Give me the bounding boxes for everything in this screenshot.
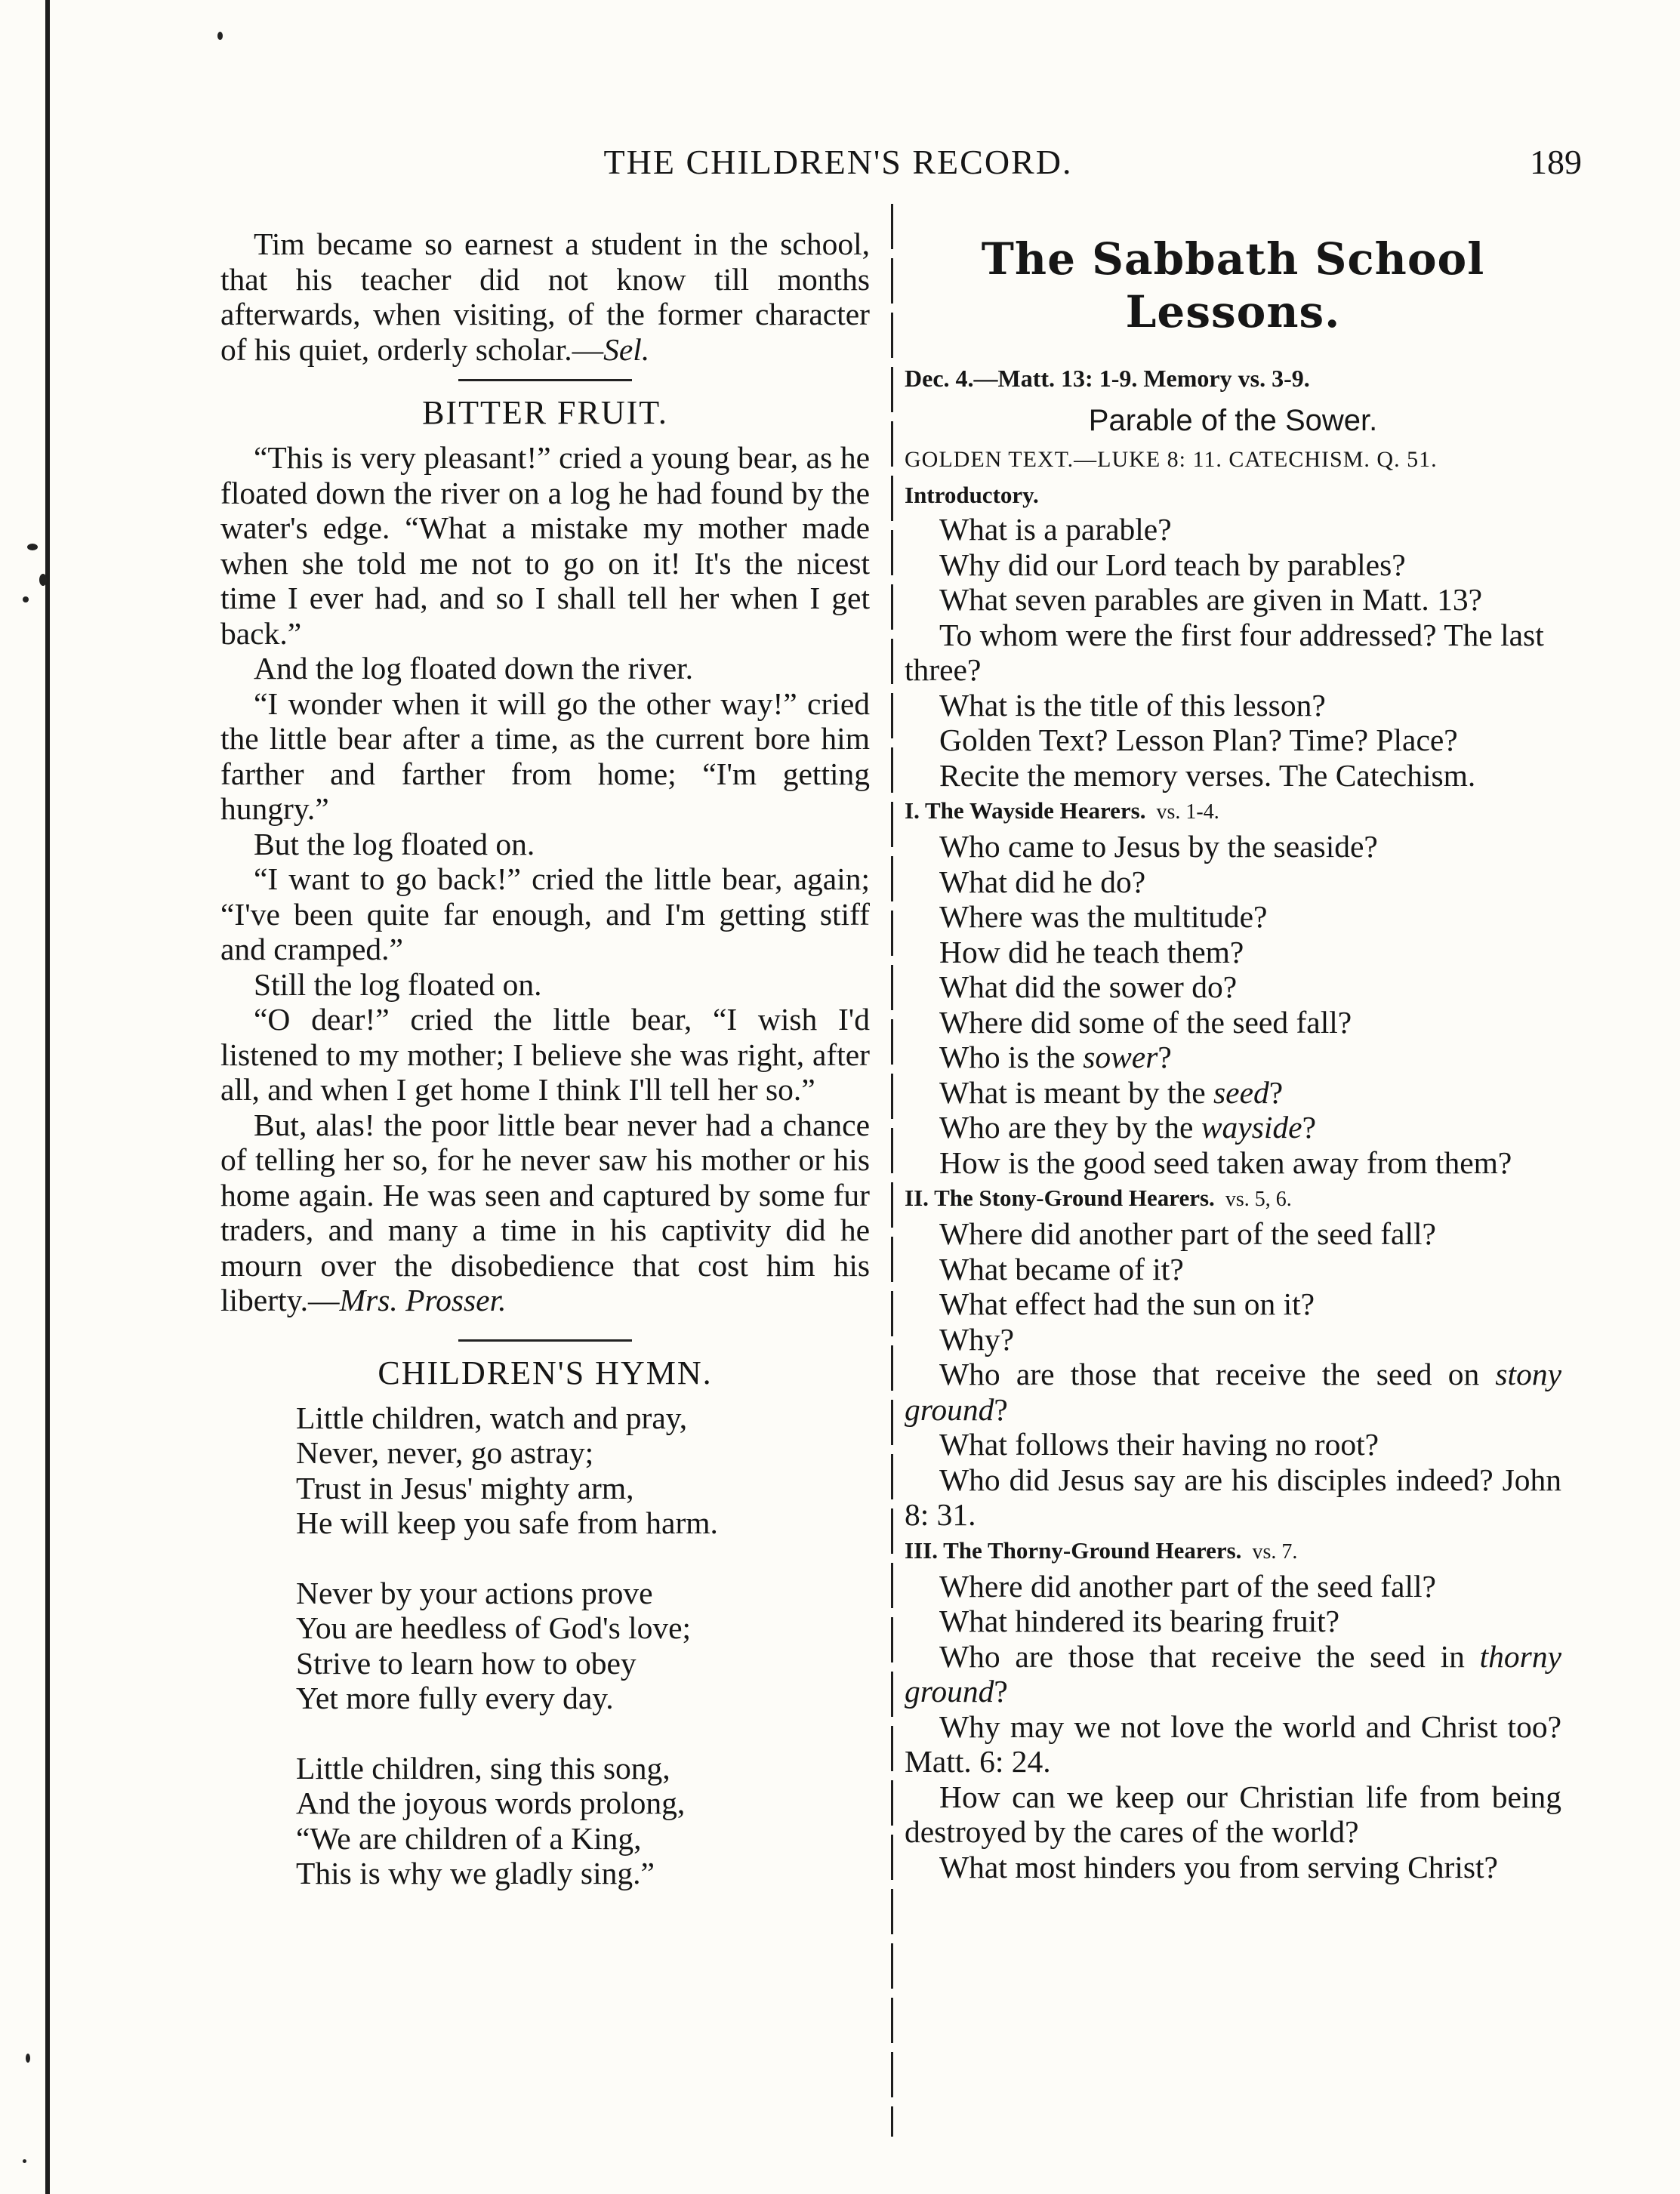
story-paragraph: “O dear!” cried the little bear, “I wish I'd listened to my mother; I believe she was right, after all, and when I get home I think I'll tell her so.” [220,1002,870,1107]
hymn-line: Never by your actions prove [296,1575,653,1610]
section-heading-thorny-ground [905,1534,1561,1569]
bitter-fruit-title: BITTER FRUIT. [422,394,668,431]
question [905,1639,1561,1709]
question-text: Who are those that receive the seed on [939,1357,1496,1391]
intro-signature: Sel. [603,331,650,367]
story-paragraph: But the log floated on. [254,826,535,861]
question: To whom were the first four addressed? The last three? [905,617,1544,687]
question: How can we keep our Christian life from being destroyed by the cares of the world? [905,1779,1561,1849]
question: Why may we not love the world and Christ too? Matt. 6: 24. [905,1709,1561,1779]
hymn-stanza [296,1751,870,1891]
section-verses: vs. 7. [1252,1539,1298,1564]
question-text: ? [994,1674,1008,1709]
hymn-line: This is why we gladly sing.” [296,1856,655,1890]
section-verses: vs. 5, 6. [1225,1188,1292,1211]
hymn-line: You are heedless of God's love; [296,1610,692,1645]
question: What is the title of this lesson? [939,687,1326,723]
right-column [905,226,1561,1884]
ink-speck [217,32,223,40]
story-paragraph: And the log floated down the river. [254,651,694,686]
question: What effect had the sun on it? [939,1287,1315,1321]
section-heading-text: I. The Wayside Hearers. [905,797,1146,824]
question: What did he do? [939,864,1146,899]
left-column [220,226,870,1926]
question: Who came to Jesus by the seaside? [939,829,1378,864]
question-text: Who is the [939,1040,1084,1074]
question-text: ? [994,1391,1008,1427]
question-text: What is meant by the [939,1074,1214,1110]
question: Where did another part of the seed fall? [939,1216,1436,1251]
question [905,1357,1561,1427]
section-rule [458,1339,632,1342]
section-heading-text: II. The Stony-Ground Hearers. [905,1185,1215,1211]
story-signature: Mrs. Prosser. [339,1283,507,1317]
hymn-line: And the joyous words prolong, [296,1786,686,1820]
hymn-line: Never, never, go astray; [296,1435,594,1470]
question: Where did some of the seed fall? [939,1004,1352,1040]
question: Where was the multitude? [939,899,1268,934]
hymn-title: CHILDREN'S HYMN. [378,1354,713,1391]
question-text: ? [1158,1040,1172,1074]
ink-speck [23,2159,26,2163]
column-divider [891,204,893,2137]
intro-paragraph [220,226,870,367]
ink-speck [23,596,29,602]
question [905,1040,1561,1075]
question [905,1075,1561,1111]
introductory-heading: Introductory. [905,482,1039,508]
story-paragraph [220,1108,870,1318]
hymn-line: He will keep you safe from harm. [296,1505,718,1540]
section-rule [458,379,632,381]
question: Who did Jesus say are his disciples indeed? John 8: 31. [905,1462,1561,1532]
question-emphasis: seed [1213,1074,1269,1110]
question: How did he teach them? [939,934,1244,969]
page-edge-line [45,0,50,2194]
question: Recite the memory verses. The Catechism. [939,757,1476,793]
question: What hindered its bearing fruit? [939,1604,1340,1638]
question: Why did our Lord teach by parables? [939,547,1406,582]
ink-speck [39,574,47,586]
question-text: Who are they by the [939,1110,1201,1145]
question: What is a parable? [939,512,1172,547]
page-number: 189 [1530,143,1582,181]
section-heading-wayside [905,794,1561,829]
question: What follows their having no root? [939,1427,1379,1462]
question [905,1110,1561,1145]
question: Where did another part of the seed fall? [939,1568,1436,1604]
question-emphasis: thorny ground [905,1638,1561,1709]
question: What did the sower do? [939,969,1238,1004]
ink-speck [27,544,38,550]
golden-text: GOLDEN TEXT.—LUKE 8: 11. CATECHISM. Q. 51. [905,447,1438,472]
question: Golden Text? Lesson Plan? Time? Place? [939,723,1458,757]
question: How is the good seed taken away from them? [939,1145,1512,1180]
hymn-line: Little children, sing this song, [296,1750,670,1786]
ink-speck [26,2054,30,2063]
lessons-title: The Sabbath School Lessons. [981,233,1485,337]
question-text: ? [1268,1074,1284,1110]
question-text: Who are those that receive the seed in [939,1638,1480,1674]
hymn-line: Little children, watch and pray, [296,1400,688,1435]
section-heading-text: III. The Thorny-Ground Hearers. [905,1536,1242,1564]
hymn-line: “We are children of a King, [296,1820,642,1856]
question: What became of it? [939,1251,1184,1287]
story-text: But, alas! the poor little bear never had a chance of telling her so, for he never saw his mother or his home again. He was seen and captured by some fur traders, and many a time in his captivity did he mourn over the disobedience that cost him his liberty.— [220,1107,870,1317]
hymn-line: Trust in Jesus' mighty arm, [296,1470,634,1505]
hymn-stanza [296,1576,870,1716]
question-emphasis: stony ground [905,1357,1561,1427]
hymn-line: Yet more fully every day. [296,1681,614,1715]
question-emphasis: sower [1083,1040,1158,1074]
story-paragraph: “This is very pleasant!” cried a young bear, as he floated down the river on a log he had found by the water's edge. “What a mistake my mother made when she told me not to go on it! It's the nicest time I ever had, and so I shall tell her when I get back.” [220,440,870,651]
section-verses: vs. 1-4. [1156,800,1219,824]
running-title: THE CHILDREN'S RECORD. [603,143,1073,181]
intro-text: Tim became so earnest a student in the school, that his teacher did not know till months afterwards, when visiting, of the former character of his quiet, orderly scholar.— [220,226,870,367]
question: What seven parables are given in Matt. 13? [939,582,1483,617]
lesson-title: Parable of the Sower. [1088,404,1378,437]
story-paragraph: “I want to go back!” cried the little bear, again; “I've been quite far enough, and I'm getting stiff and cramped.” [220,861,870,966]
question-text: ? [1302,1110,1316,1145]
hymn-stanza [296,1401,870,1541]
hymn-line: Strive to learn how to obey [296,1645,637,1681]
hymn [296,1401,870,1891]
question: What most hinders you from serving Christ? [939,1849,1498,1884]
section-heading-stony-ground [905,1182,1561,1216]
question: Why? [939,1321,1015,1357]
question-emphasis: wayside [1201,1110,1302,1145]
story-paragraph: “I wonder when it will go the other way!” cried the little bear after a time, as the current bore him farther and farther from home; “I'm getting hungry.” [220,686,870,826]
story-paragraph: Still the log floated on. [254,966,542,1002]
lesson-date-line: Dec. 4.—Matt. 13: 1-9. Memory vs. 3-9. [905,365,1310,392]
